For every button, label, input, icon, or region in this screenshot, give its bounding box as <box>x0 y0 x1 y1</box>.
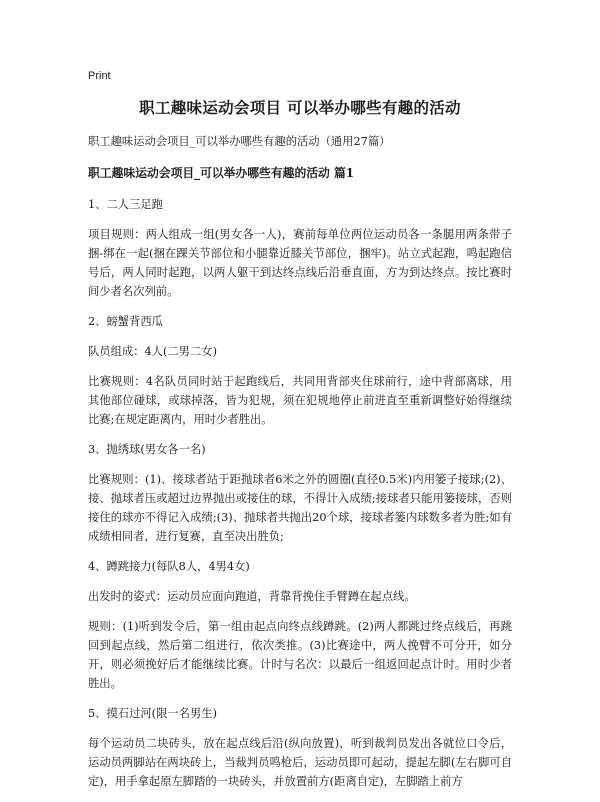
paragraph: 每个运动员二块砖头，放在起点线后沿(纵向放置)，听到裁判员发出各就位口令后，运动员两脚站在两块砖上，当裁判员鸣枪后，运动员即可起动，提起左脚(左右脚可自定)，用手拿起原左脚踏的一块砖头，并放置前方(距离自定)，左脚踏上前方 <box>88 737 512 788</box>
item-heading-1: 1、二人三足跑 <box>88 198 163 211</box>
paragraph: 队员组成：4人(二男二女) <box>88 345 217 358</box>
section-title: 职工趣味运动会项目_可以举办哪些有趣的活动 篇1 <box>88 166 354 180</box>
print-label[interactable]: Print <box>88 70 111 82</box>
document-title: 职工趣味运动会项目 可以举办哪些有趣的活动 <box>139 98 461 117</box>
item-heading-3: 3、抛绣球(男女各一名) <box>88 443 206 456</box>
item-heading-4: 4、蹲跳接力(每队8人，4男4女) <box>88 560 250 573</box>
paragraph: 项目规则：两人组成一组(男女各一人)，赛前每单位两位运动员各一条腿用两条带子捆-绑在一起(捆在踝关节部位和小腿靠近膝关节部位，捆牢)。站立式起跑，鸣起跑信号后，两人同时起跑，以两人躯干到达终点线后沿垂直面，方为到达终点。按比赛时间少者名次列前。 <box>88 228 512 298</box>
paragraph: 出发时的姿式：运动员应面向跑道，背靠背挽住手臂蹲在起点线。 <box>88 590 416 603</box>
paragraph: 比赛规则：4名队员同时站于起跑线后，共同用背部夹住球前行，途中背部离球，用其他部位碰球，或球掉落，皆为犯规，须在犯规地停止前进直至重新调整好始得继续比赛;在规定距离内，用时少者胜出。 <box>88 375 512 426</box>
paragraph: 规则：(1)听到发令后，第一组由起点向终点线蹲跳。(2)两人都跳过终点线后，再跳回到起点线，然后第二组进行，依次类推。(3)比赛途中，两人挽臂不可分开，如分开，则必须挽好后才能继续比赛。计时与名次：以最后一组返回起点计时。用时少者胜出。 <box>88 620 512 690</box>
document-subtitle: 职工趣味运动会项目_可以举办哪些有趣的活动（通用27篇） <box>88 135 391 148</box>
paragraph: 比赛规则：(1)、接球者站于距抛球者6米之外的圆圈(直径0.5米)内用篓子接球;(2)、接、抛球者压或超过边界抛出或接住的球，不得计入成绩;接球者只能用篓接球，否则接住的球亦不得记入成绩;(3)、抛球者共抛出20个球，接球者篓内球数多者为胜;如有成绩相同者，进行复赛，直至决出胜负; <box>88 473 512 543</box>
document-body <box>88 132 512 802</box>
item-heading-2: 2、螃蟹背西瓜 <box>88 315 163 328</box>
item-heading-5: 5、摸石过河(限一名男生) <box>88 707 217 720</box>
